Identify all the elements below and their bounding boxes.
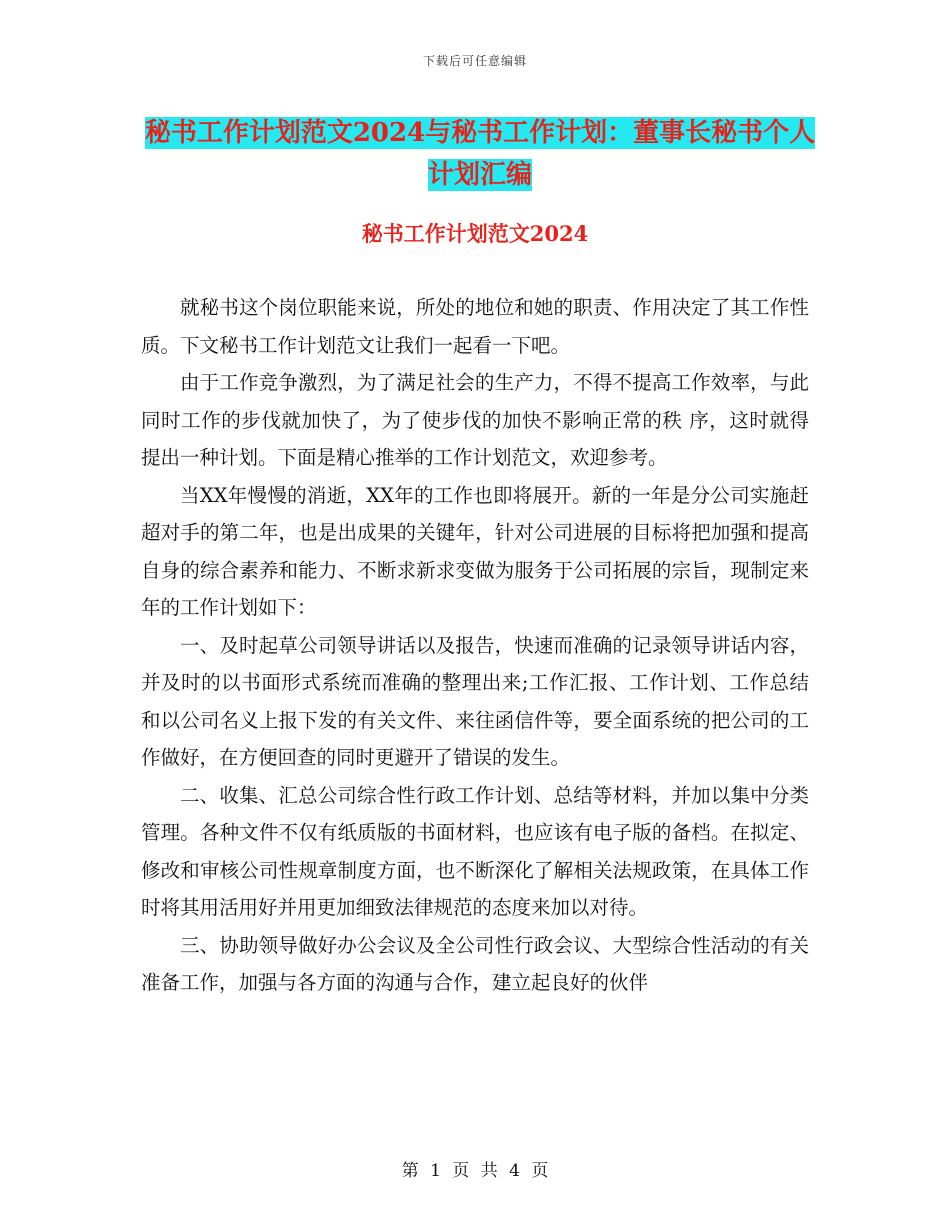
paragraph: 二、收集、汇总公司综合性行政工作计划、总结等材料，并加以集中分类管理。各种文件不仅有纸质版的书面材料，也应该有电子版的备档。在拟定、修改和审核公司性规章制度方面，也不断深化了解相关法规政策，在具体工作时将其用活用好并用更加细致法律规范的态度来加以对待。 [141, 783, 809, 919]
document-title [140, 112, 820, 196]
paragraph: 就秘书这个岗位职能来说，所处的地位和她的职责、作用决定了其工作性质。下文秘书工作计划范文让我们一起看一下吧。 [141, 296, 809, 357]
page-number: 第 1 页 共 4 页 [401, 1161, 549, 1181]
header-note: 下载后可任意编辑 [422, 54, 527, 68]
paragraph: 三、协助领导做好办公会议及全公司性行政会议、大型综合性活动的有关准备工作，加强与各方面的沟通与合作，建立起良好的伙伴 [141, 933, 809, 994]
paragraph: 当XX年慢慢的消逝，XX年的工作也即将展开。新的一年是分公司实施赶超对手的第二年，也是出成果的关键年，针对公司进展的目标将把加强和提高自身的综合素养和能力、不断求新求变做为服务于公司拓展的宗旨，现制定来年的工作计划如下： [141, 483, 809, 619]
paragraph: 一、及时起草公司领导讲话以及报告，快速而准确的记录领导讲话内容，并及时的以书面形式系统而准确的整理出来;工作汇报、工作计划、工作总结和以公司名义上报下发的有关文件、来往函信件等，要全面系统的把公司的工作做好，在方便回查的同时更避开了错误的发生。 [141, 633, 809, 769]
document-body [141, 289, 809, 1002]
document-title-text: 秘书工作计划范文2024与秘书工作计划：董事长秘书个人计划汇编 [144, 118, 816, 190]
section-title: 秘书工作计划范文2024 [361, 221, 589, 246]
paragraph: 由于工作竞争激烈，为了满足社会的生产力，不得不提高工作效率，与此同时工作的步伐就加快了，为了使步伐的加快不影响正常的秩 序，这时就得提出一种计划。下面是精心推举的工作计划范文，欢迎参考。 [141, 371, 809, 469]
